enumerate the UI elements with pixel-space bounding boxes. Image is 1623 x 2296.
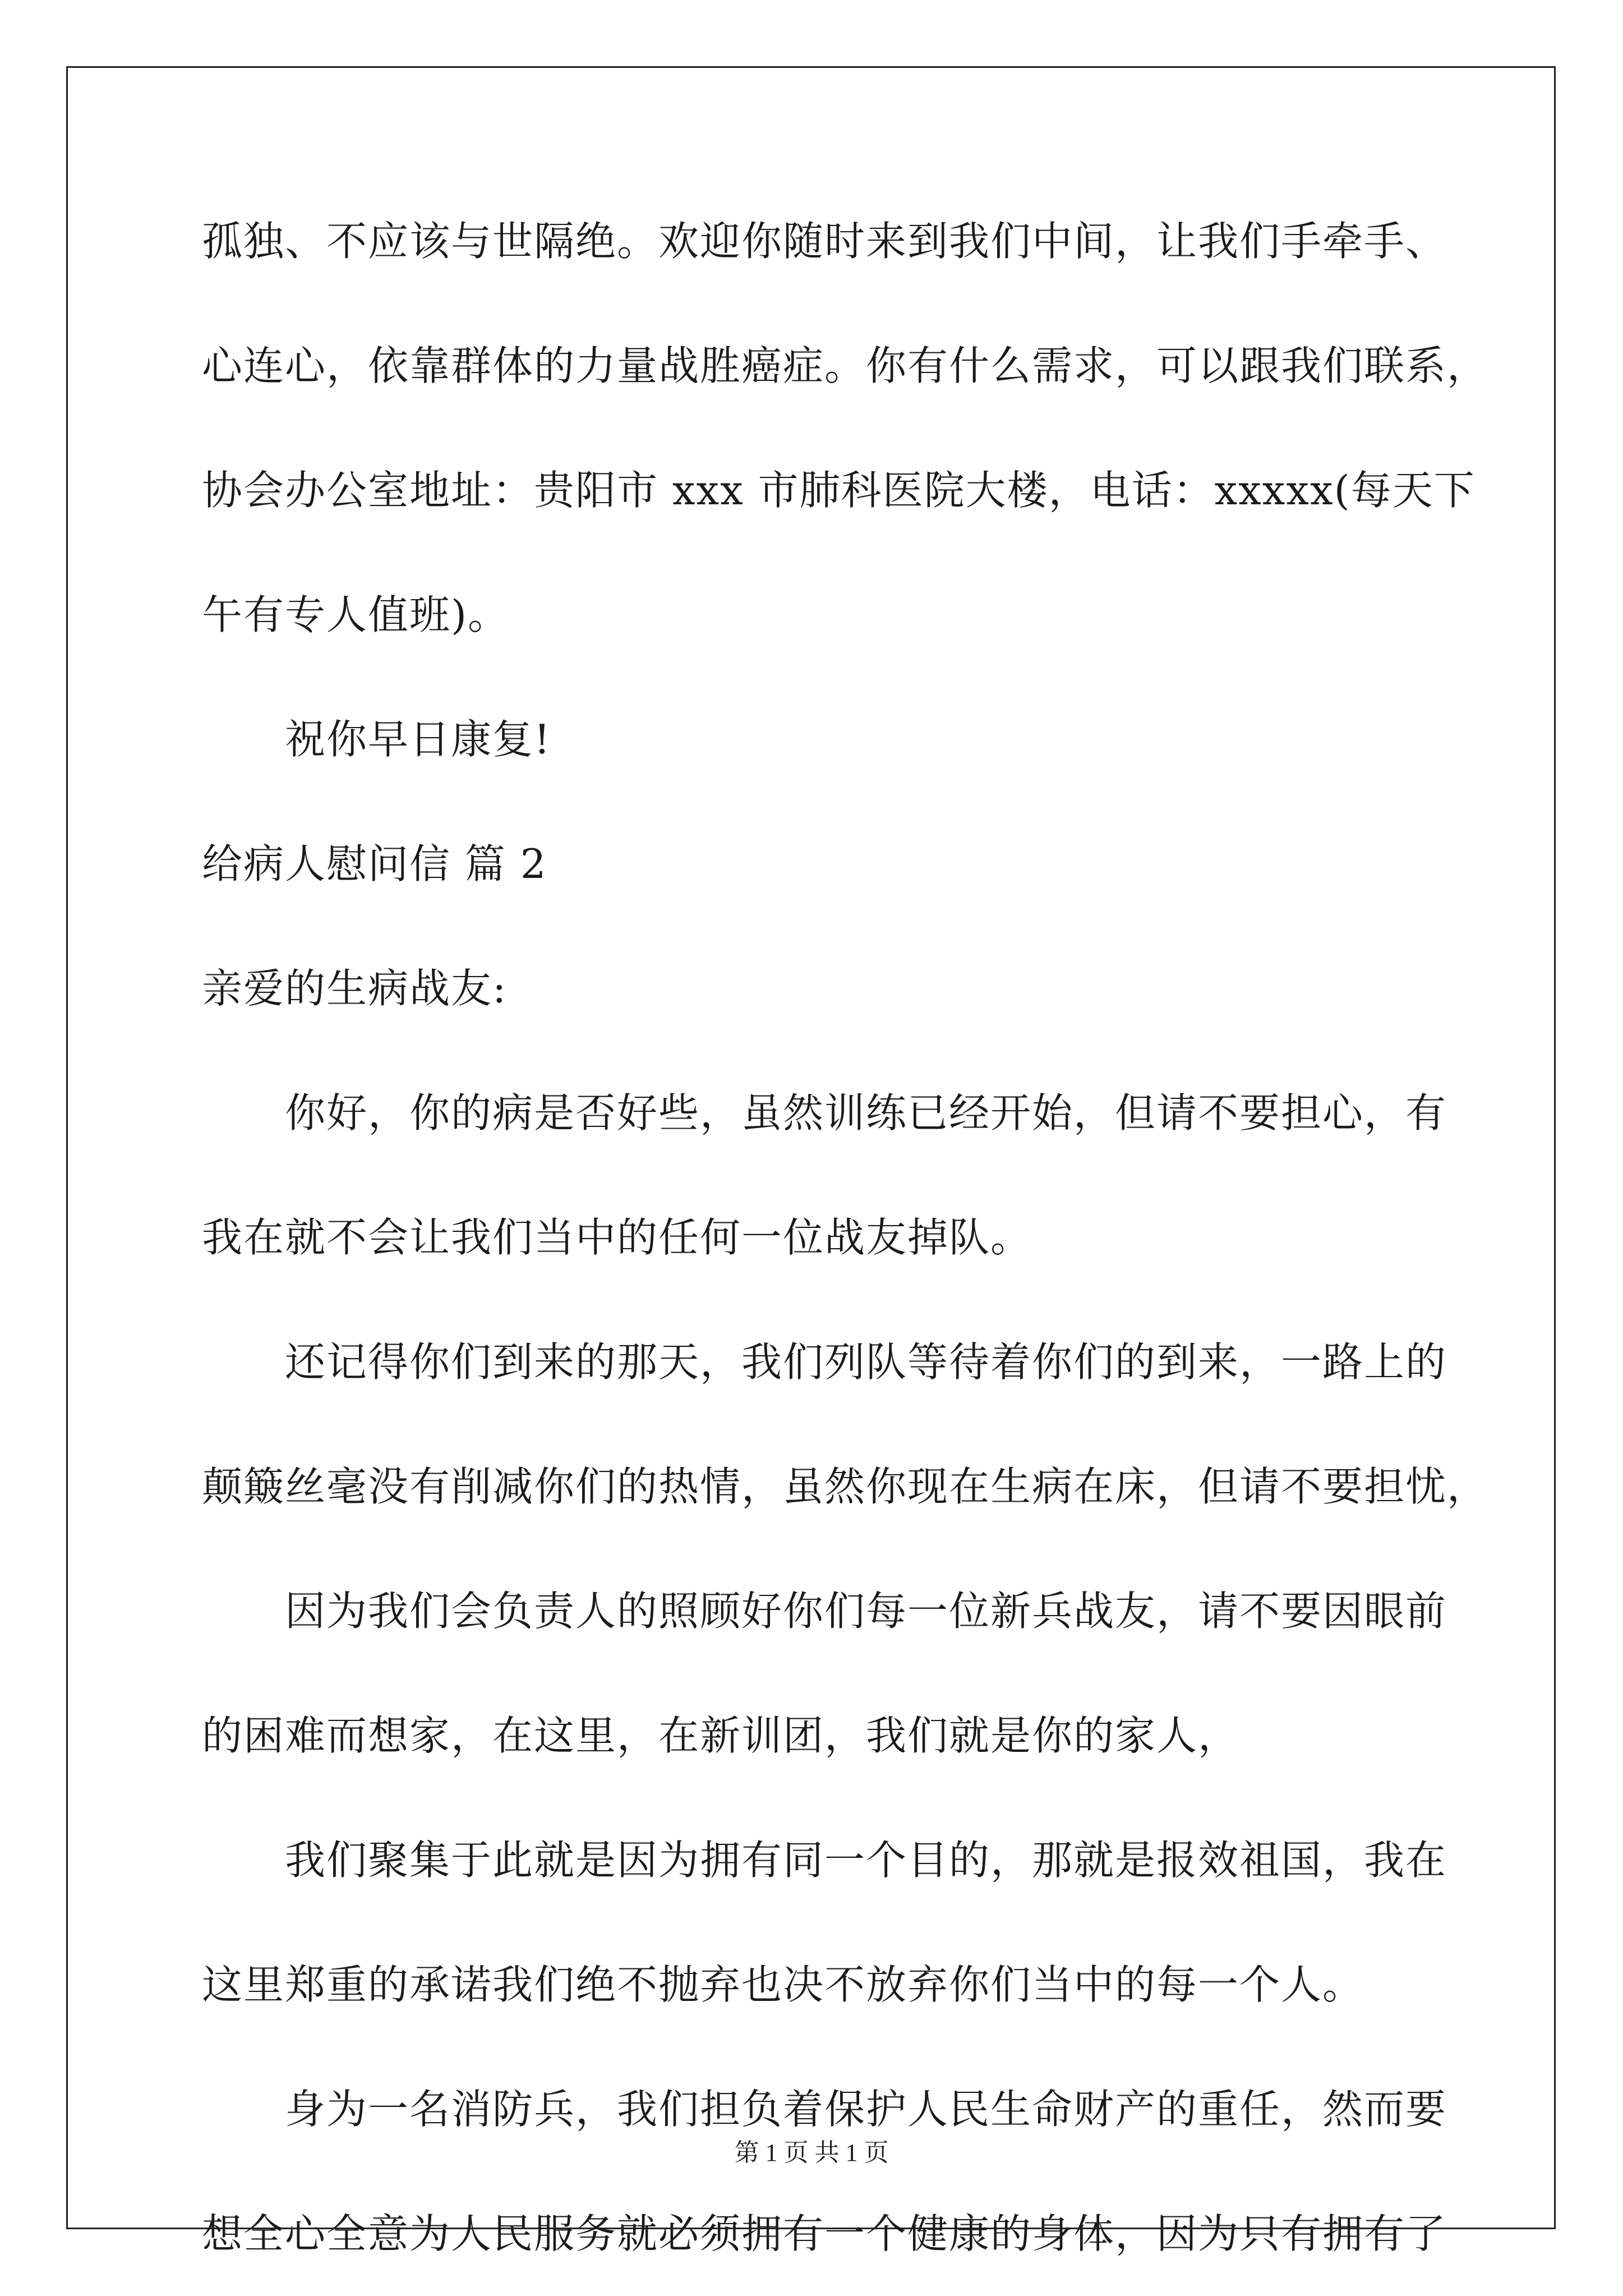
text-line: 协会办公室地址：贵阳市 xxx 市肺科医院大楼，电话：xxxxx(每天下 [202,467,1476,514]
salutation: 亲爱的生病战友: [202,965,508,1012]
text-line: 我在就不会让我们当中的任何一位战友掉队。 [202,1214,1032,1261]
text-line: 孤独、不应该与世隔绝。欢迎你随时来到我们中间，让我们手牵手、 [202,218,1447,265]
text-line: 还记得你们到来的那天，我们列队等待着你们的到来，一路上的 [285,1338,1447,1386]
text-line: 我们聚集于此就是因为拥有同一个目的，那就是报效祖国，我在 [285,1837,1447,1884]
text-line: 的困难而想家，在这里，在新训团，我们就是你的家人， [202,1712,1240,1759]
text-line: 想全心全意为人民服务就必须拥有一个健康的身体，因为只有拥有了 [202,2210,1447,2257]
text-line: 因为我们会负责人的照顾好你们每一位新兵战友，请不要因眼前 [285,1588,1447,1635]
closing-wish: 祝你早日康复! [285,716,551,763]
page-number-footer: 第 1 页 共 1 页 [734,2139,889,2166]
text-line: 身为一名消防兵，我们担负着保护人民生命财产的重任，然而要 [285,2086,1447,2133]
text-line: 你好，你的病是否好些，虽然训练已经开始，但请不要担心，有 [285,1089,1447,1137]
text-line: 颠簸丝毫没有削减你们的热情，虽然你现在生病在床，但请不要担忧， [202,1463,1489,1510]
text-line: 这里郑重的承诺我们绝不抛弃也决不放弃你们当中的每一个人。 [202,1961,1364,2008]
text-line: 午有专人值班)。 [202,591,510,638]
text-line: 心连心，依靠群体的力量战胜癌症。你有什么需求，可以跟我们联系， [202,342,1489,389]
section-heading: 给病人慰问信 篇 2 [202,840,547,887]
